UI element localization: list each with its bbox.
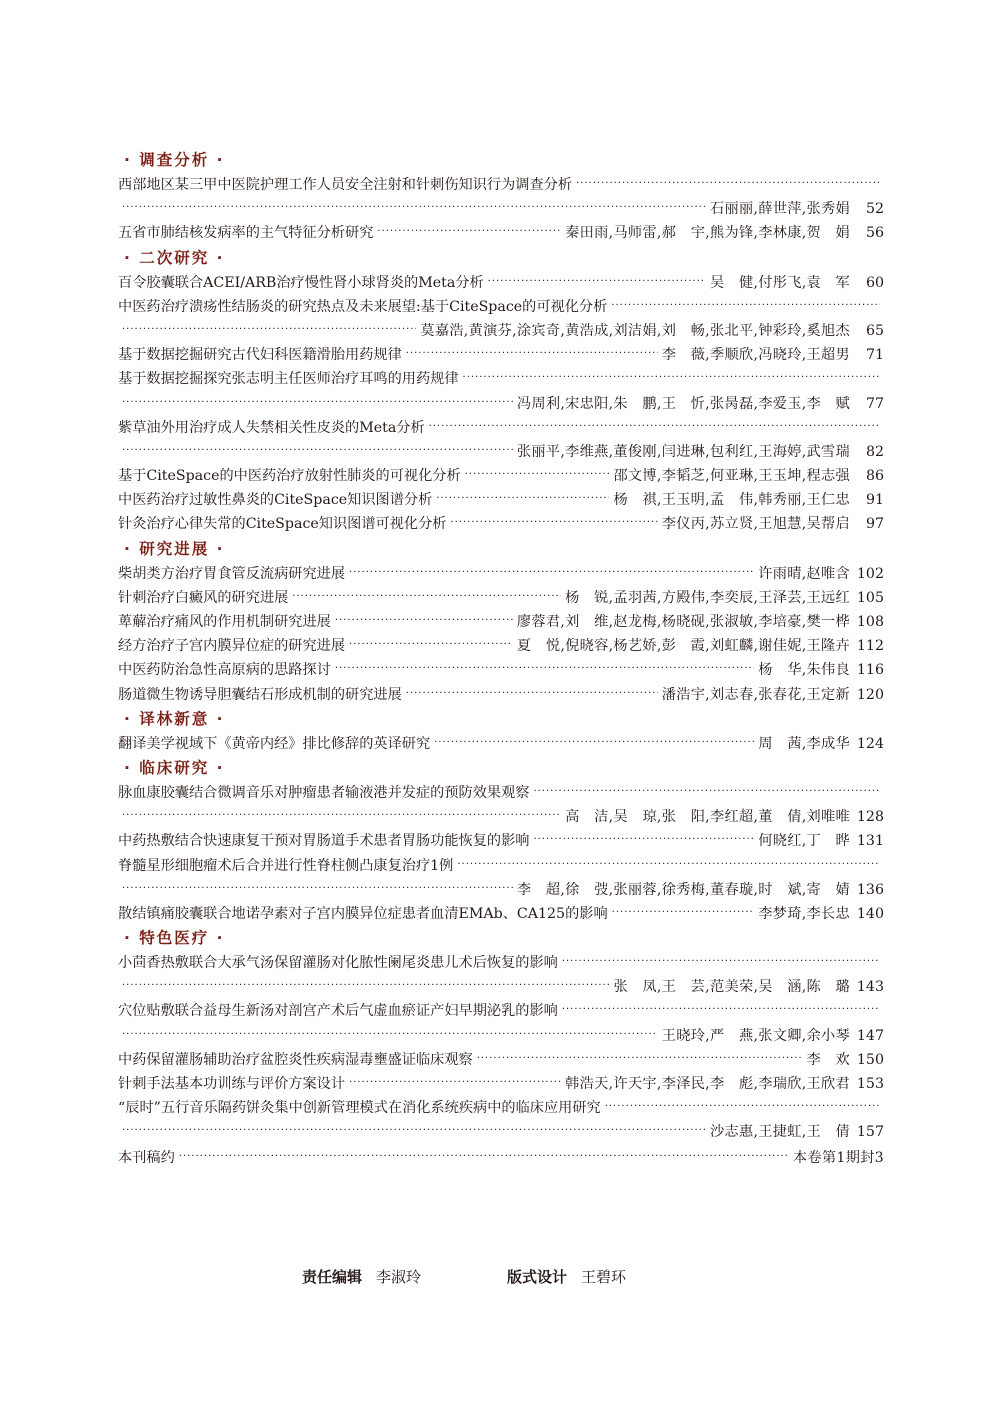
section-heading: · 二次研究 · xyxy=(124,248,225,267)
entry-page: 77 xyxy=(865,395,884,412)
entry-authors: 邵文博,李韬芝,何亚琳,王玉坤,程志强 xyxy=(613,468,850,485)
dot-leader xyxy=(349,1072,561,1095)
entry-authors: 王晓玲,严 燕,张文卿,余小琴 xyxy=(661,1027,850,1044)
entry-authors: 潘浩宇,刘志春,张春花,王定新 xyxy=(661,686,850,703)
toc-entry xyxy=(118,658,884,682)
dot-leader xyxy=(335,658,754,681)
toc-entry-author-line xyxy=(118,440,884,464)
toc-entry xyxy=(118,732,884,756)
dot-leader xyxy=(436,488,609,511)
dot-leader xyxy=(292,586,561,609)
entry-title: 中医药治疗溃疡性结肠炎的研究热点及未来展望:基于CiteSpace的可视化分析 xyxy=(118,298,608,315)
entry-page: 157 xyxy=(856,1124,884,1141)
entry-title: 脉血康胶囊结合微调音乐对肿瘤患者输液港并发症的预防效果观察 xyxy=(118,784,530,801)
entry-authors: 李 欢 xyxy=(806,1051,850,1068)
entry-authors: 韩浩天,许天宇,李泽民,李 彪,李瑞欣,王欣君 xyxy=(565,1076,850,1092)
entry-authors: 杨 华,朱伟良 xyxy=(758,662,850,679)
toc-entry-title-line xyxy=(118,367,884,391)
toc-entry xyxy=(118,1048,884,1072)
entry-title: 针刺手法基本功训练与评价方案设计 xyxy=(118,1076,346,1092)
editor-name: 李淑玲 xyxy=(376,1268,422,1286)
toc-entry-author-line xyxy=(118,805,884,829)
toc-entry xyxy=(118,512,884,536)
dot-leader xyxy=(122,805,561,828)
entry-page: 97 xyxy=(865,516,884,533)
entry-authors: 吴 健,付彤飞,袁 军 xyxy=(709,274,850,291)
entry-title: 穴位贴敷联合益母生新汤对剖宫产术后气虚血瘀证产妇早期泌乳的影响 xyxy=(118,1003,558,1020)
entry-authors: 李 薇,季顺欣,冯晓玲,王超男 xyxy=(661,347,850,364)
entry-title: 基于数据挖掘探究张志明主任医师治疗耳鸣的用药规律 xyxy=(118,371,459,388)
entry-page: 131 xyxy=(856,833,884,850)
toc-entry-author-line xyxy=(118,1024,884,1048)
dot-leader xyxy=(406,683,658,706)
entry-authors: 沙志惠,王捷虹,王 倩 xyxy=(709,1124,850,1141)
toc-entry-author-line xyxy=(118,319,884,343)
entry-title: 五省市肺结核发病率的主气特征分析研究 xyxy=(118,225,374,242)
entry-title: 基于数据挖掘研究古代妇科医籍滑胎用药规律 xyxy=(118,347,402,364)
toc-entry xyxy=(118,271,884,295)
toc-entry-author-line xyxy=(118,392,884,416)
toc-entry-title-line xyxy=(118,295,884,319)
toc-entry-title-line xyxy=(118,951,884,975)
entry-authors: 许雨晴,赵唯含 xyxy=(758,565,850,582)
entry-title: 针刺治疗白癜风的研究进展 xyxy=(118,589,289,606)
dot-leader xyxy=(122,1024,658,1047)
entry-page: 128 xyxy=(856,809,884,826)
credits xyxy=(302,1266,626,1287)
entry-title: 紫草油外用治疗成人失禁相关性皮炎的Meta分析 xyxy=(118,419,425,436)
entry-title: 柴胡类方治疗胃食管反流病研究进展 xyxy=(118,565,346,582)
entry-title: “辰时”五行音乐隔药饼灸集中创新管理模式在消化系统疾病中的临床应用研究 xyxy=(118,1100,601,1117)
closing-entry xyxy=(118,1146,884,1170)
entry-title: 萆薢治疗痛风的作用机制研究进展 xyxy=(118,614,331,630)
entry-title: 肠道微生物诱导胆囊结石形成机制的研究进展 xyxy=(118,686,402,703)
entry-authors: 张 凤,王 芸,范美荣,吴 涵,陈 璐 xyxy=(613,979,850,996)
closing-ref: 本卷第1期封3 xyxy=(792,1149,884,1166)
entry-page: 105 xyxy=(856,589,884,606)
dot-leader xyxy=(335,610,513,633)
dot-leader xyxy=(349,634,513,657)
dot-leader xyxy=(465,464,610,487)
entry-title: 针灸治疗心律失常的CiteSpace知识图谱可视化分析 xyxy=(118,516,447,533)
designer-label: 版式设计 xyxy=(507,1268,568,1286)
toc-entry xyxy=(118,464,884,488)
entry-page: 91 xyxy=(865,492,884,509)
toc-entry xyxy=(118,902,884,926)
dot-leader xyxy=(122,319,416,342)
dot-leader xyxy=(377,221,561,244)
entry-authors: 李 超,徐 弢,张丽蓉,徐秀梅,董春璇,时 斌,寄 婧 xyxy=(516,881,850,898)
entry-title: 百令胶囊联合ACEI/ARB治疗慢性肾小球肾炎的Meta分析 xyxy=(118,274,484,291)
entry-page: 112 xyxy=(856,638,884,655)
toc-entry xyxy=(118,343,884,367)
entry-title: 中药保留灌肠辅助治疗盆腔炎性疾病湿毒壅盛证临床观察 xyxy=(118,1051,473,1068)
section-heading: · 调查分析 · xyxy=(124,151,225,169)
dot-leader xyxy=(562,999,880,1022)
toc-entry-title-line xyxy=(118,781,884,805)
toc-entry-author-line xyxy=(118,975,884,999)
entry-title: 中医药防治急性高原病的思路探讨 xyxy=(118,662,331,679)
section-heading: · 特色医疗 · xyxy=(124,929,225,948)
dot-leader xyxy=(612,902,755,925)
entry-title: 翻译美学视域下《黄帝内经》排比修辞的英译研究 xyxy=(118,735,431,752)
toc-entry-author-line xyxy=(118,197,884,221)
entry-page: 86 xyxy=(865,468,884,485)
toc-entry xyxy=(118,221,884,245)
entry-authors: 冯周利,宋忠阳,朱 鹏,王 忻,张昺磊,李爱玉,李 赋 xyxy=(516,395,850,412)
dot-leader xyxy=(450,512,657,535)
toc-entry xyxy=(118,586,884,610)
section-heading: · 临床研究 · xyxy=(124,758,225,777)
closing-title: 本刊稿约 xyxy=(118,1149,175,1166)
entry-page: 65 xyxy=(865,322,884,339)
entry-page: 82 xyxy=(865,443,884,460)
dot-leader xyxy=(179,1146,789,1169)
dot-leader xyxy=(533,781,880,804)
dot-leader xyxy=(349,562,754,585)
editor-label: 责任编辑 xyxy=(302,1268,363,1286)
designer-name: 王碧环 xyxy=(581,1268,627,1286)
entry-authors: 张丽平,李维燕,董俊刚,闫进琳,包利红,王海婷,武雪瑞 xyxy=(516,443,850,460)
entry-authors: 何晓红,丁 晔 xyxy=(758,833,850,850)
dot-leader xyxy=(122,1120,706,1143)
toc-entry-title-line xyxy=(118,173,884,197)
dot-leader xyxy=(122,878,513,901)
dot-leader xyxy=(406,343,658,366)
toc-entry xyxy=(118,562,884,586)
entry-page: 56 xyxy=(865,225,884,242)
dot-leader xyxy=(477,1048,803,1071)
dot-leader xyxy=(533,829,754,852)
entry-page: 71 xyxy=(865,347,884,364)
dot-leader xyxy=(605,1096,880,1119)
dot-leader xyxy=(463,367,880,390)
entry-title: 小茴香热敷联合大承气汤保留灌肠对化脓性阑尾炎患儿术后恢复的影响 xyxy=(118,955,558,972)
entry-authors: 李梦琦,李长忠 xyxy=(758,905,850,922)
toc-entry xyxy=(118,829,884,853)
entry-authors: 莫嘉浩,黄演芬,涂宾奇,黄浩成,刘洁娟,刘 畅,张北平,钟彩玲,奚旭杰 xyxy=(420,322,850,339)
entry-page: 147 xyxy=(856,1027,884,1044)
entry-title: 基于CiteSpace的中医药治疗放射性肺炎的可视化分析 xyxy=(118,468,461,485)
toc-entry-title-line xyxy=(118,999,884,1023)
entry-page: 153 xyxy=(856,1076,884,1092)
entry-title: 散结镇痛胶囊联合地诺孕素对子宫内膜异位症患者血清EMAb、CA125的影响 xyxy=(118,905,608,922)
dot-leader xyxy=(576,173,880,196)
dot-leader xyxy=(122,975,609,998)
entry-page: 143 xyxy=(856,979,884,996)
entry-title: 脊髓星形细胞瘤术后合并进行性脊柱侧凸康复治疗1例 xyxy=(118,857,454,874)
entry-page: 102 xyxy=(856,565,884,582)
section-heading: · 研究进展 · xyxy=(124,539,225,558)
entry-authors: 石丽丽,薛世萍,张秀娟 xyxy=(709,201,850,218)
entry-page: 124 xyxy=(856,735,884,752)
dot-leader xyxy=(457,854,880,877)
entry-page: 108 xyxy=(856,614,884,630)
entry-page: 120 xyxy=(856,686,884,703)
dot-leader xyxy=(122,197,706,220)
entry-authors: 高 洁,吴 琼,张 阳,李红超,董 倩,刘唯唯 xyxy=(565,809,850,826)
toc-entry-title-line xyxy=(118,416,884,440)
table-of-contents xyxy=(118,148,884,1170)
dot-leader xyxy=(122,440,513,463)
dot-leader xyxy=(562,951,880,974)
toc-entry-author-line xyxy=(118,1120,884,1144)
entry-authors: 周 茜,李成华 xyxy=(758,735,850,752)
entry-title: 中药热敷结合快速康复干预对胃肠道手术患者胃肠功能恢复的影响 xyxy=(118,833,530,850)
toc-entry-author-line xyxy=(118,878,884,902)
entry-title: 西部地区某三甲中医院护理工作人员安全注射和针刺伤知识行为调查分析 xyxy=(118,177,573,193)
entry-page: 60 xyxy=(865,274,884,291)
entry-authors: 廖蓉君,刘 维,赵龙梅,杨晓砚,张淑敏,李培豪,樊一桦 xyxy=(516,614,850,630)
entry-page: 140 xyxy=(856,905,884,922)
toc-entry-title-line xyxy=(118,1096,884,1120)
section-heading: · 译林新意 · xyxy=(124,709,225,728)
toc-entry xyxy=(118,683,884,707)
dot-leader xyxy=(611,295,880,318)
toc-entry xyxy=(118,488,884,512)
toc-entry xyxy=(118,634,884,658)
dot-leader xyxy=(488,271,706,294)
entry-title: 中医药治疗过敏性鼻炎的CiteSpace知识图谱分析 xyxy=(118,492,433,509)
entry-authors: 夏 悦,倪晓容,杨艺娇,彭 霞,刘虹麟,谢佳妮,王隆卉 xyxy=(516,638,850,655)
entry-page: 150 xyxy=(856,1051,884,1068)
entry-authors: 杨 锐,孟羽茜,方殿伟,李奕辰,王泽芸,王远红 xyxy=(565,589,850,606)
toc-entry xyxy=(118,610,884,634)
dot-leader xyxy=(122,392,513,415)
dot-leader xyxy=(429,416,880,439)
dot-leader xyxy=(434,732,754,755)
toc-entry xyxy=(118,1072,884,1096)
entry-authors: 杨 祺,王玉明,孟 伟,韩秀丽,王仁忠 xyxy=(613,492,850,509)
entry-page: 52 xyxy=(865,201,884,218)
entry-page: 116 xyxy=(856,662,884,679)
toc-entry-title-line xyxy=(118,854,884,878)
entry-authors: 秦田雨,马师雷,郝 宇,熊为锋,李林康,贺 娟 xyxy=(565,225,850,242)
entry-page: 136 xyxy=(856,881,884,898)
entry-authors: 李仪丙,苏立贤,王旭慧,吴帮启 xyxy=(661,516,850,533)
entry-title: 经方治疗子宫内膜异位症的研究进展 xyxy=(118,638,346,655)
